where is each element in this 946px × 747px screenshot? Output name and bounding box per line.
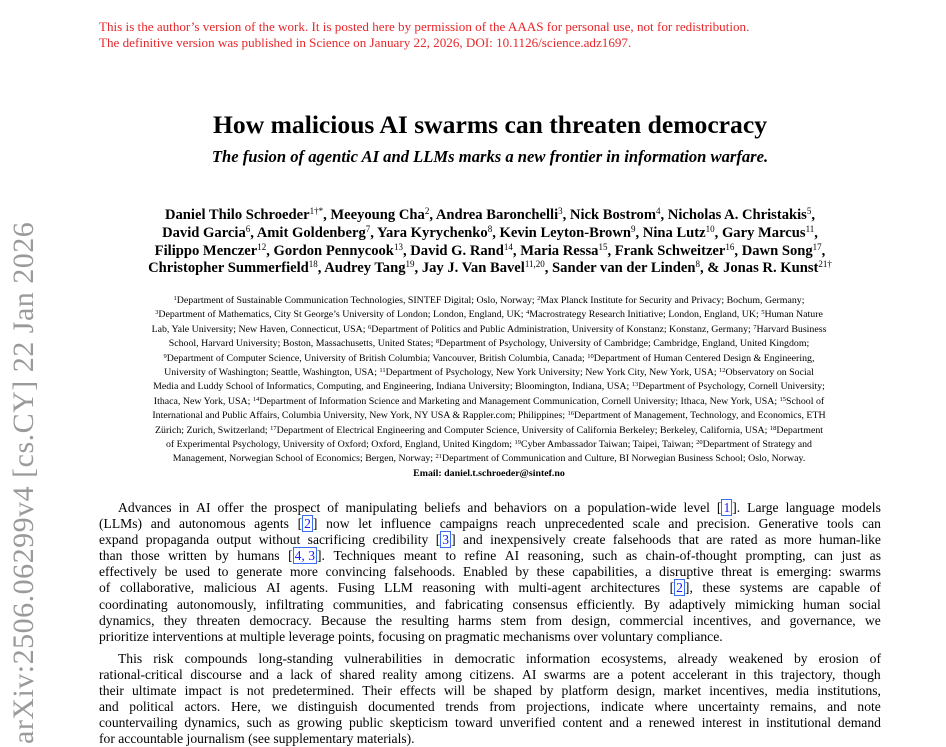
affiliation-marker: 6 <box>367 323 372 331</box>
affiliation-marker: 11 <box>805 223 815 234</box>
author-line: Christopher Summerfield$^{18}$, Audrey Tang$^{19}$, Jay J. Van Bavel$^{11,20}$, Sander van der Linden$^8$, & Jonas R. Kunst$^{21\dagger}$ <box>148 259 832 277</box>
affiliation-marker: 8 <box>487 223 493 234</box>
affiliation-line: $^1$Department of Sustainable Communication Technologies, SINTEF Digital; Oslo, Norway; $^2$Max Planck Institute for Security and Privacy; Bochum, Germany; <box>173 295 805 306</box>
text-line: dynamics, they threaten democracy. Because the resulting harms stem from design, commercial incentives, and governance, we <box>99 612 881 628</box>
affiliation-marker: 13 <box>393 241 403 252</box>
affiliation-marker: 3 <box>155 309 159 317</box>
citation-link[interactable]: 4, 3 <box>294 548 316 564</box>
affiliation-marker: 19 <box>514 439 521 447</box>
affiliation-marker: 12 <box>719 367 726 375</box>
text-line: expand propaganda output without sacrificing credibility [ 3 ] and inexpensively create falsehoods that are rated as more human-like <box>99 532 881 548</box>
affiliation-marker: 2 <box>424 206 430 216</box>
affiliation-marker: 8 <box>695 259 700 270</box>
text-line: and political actors. Here, we distinguish documented trends from projections, indicate where uncertainty remains, and note <box>99 699 881 715</box>
arxiv-stamp: arXiv:2506.06299v4 [cs.CY] 22 Jan 2026 <box>7 221 40 744</box>
affiliation-marker: 8 <box>435 338 440 346</box>
text-line: Advances in AI offer the prospect of manipulating beliefs and behaviors on a population-wide level [ 1 ]. Large language models <box>118 500 881 515</box>
citation-link[interactable]: 1 <box>723 500 731 515</box>
citation-link[interactable]: 2 <box>676 580 683 596</box>
affiliation-marker: 21 <box>435 453 442 461</box>
affiliation-marker: 12 <box>257 241 267 252</box>
author-list <box>0 207 946 278</box>
citation-link[interactable]: 3 <box>442 532 450 548</box>
paper-title: How malicious AI swarms can threaten democracy <box>213 110 767 139</box>
affiliation-marker: 17 <box>270 424 277 432</box>
affiliation-line: International and Public Affairs, Columbia University, New York, NY USA & Rappler.com; Philippines; $^{16}$Department of Management, Technology, and Economics, ETH <box>152 410 826 422</box>
affiliation-marker: 7 <box>753 323 757 331</box>
affiliation-marker: 16 <box>725 241 735 252</box>
affiliation-marker: 18 <box>769 424 777 432</box>
text-line: their ultimate impact is not predetermined. Their effects will be shaped by platform design, market incentives, media institutions, <box>99 683 881 699</box>
affiliation-line: $^3$Department of Mathematics, City St George’s University of London; London, England, UK; $^4$Macrostrategy Research Initiative; London, England, UK; $^5$Human Nature <box>155 309 823 321</box>
affiliation-marker: 11,20 <box>524 259 545 270</box>
affiliation-marker: 13 <box>631 381 639 389</box>
copyright-notice <box>99 19 899 51</box>
paper-subtitle: The fusion of agentic AI and LLMs marks a new frontier in information warfare. <box>211 147 769 166</box>
affiliation-marker: 14 <box>252 395 260 403</box>
body-text <box>99 500 881 747</box>
text-line: This risk compounds long-standing vulnerabilities in democratic information ecosystems, already weakened by erosion of <box>118 650 881 666</box>
affiliation-marker: 10 <box>705 223 715 234</box>
affiliation-marker: 14 <box>503 241 513 252</box>
affiliation-marker: 11 <box>379 367 386 375</box>
citation-link[interactable]: 2 <box>304 516 311 532</box>
text-line: prioritize interventions at multiple leverage points, focusing on pragmatic mechanisms over voluntary compliance. <box>99 628 723 644</box>
affiliation-marker: 9 <box>163 352 167 360</box>
affiliation-marker: 4 <box>656 206 661 216</box>
text-line: effectively be used to generate more convincing falsehoods. Enabled by these capabilities, a disruptive threat is emerging: swarms <box>99 564 881 580</box>
paragraph <box>99 500 881 645</box>
affiliation-line: University of Washington; Seattle, Washington, USA; $^{11}$Department of Psychology, New York University; New York City, New York, USA; $^{12}$Observatory on Social <box>164 367 814 379</box>
author-line: Daniel Thilo Schroeder$^{1\dagger*}$, Meeyoung Cha$^2$, Andrea Baronchelli$^3$, Nick Bostrom$^4$, Nicholas A. Christakis$^5$, <box>164 206 816 223</box>
affiliation-line: Lab, Yale University; New Haven, Connecticut, USA; $^6$Department of Politics and Public Administration, University of Konstanz; Konstanz, Germany; $^7$Harvard Business <box>151 323 827 335</box>
affiliation-marker: 4 <box>525 309 530 317</box>
notice-line: The definitive version was published in Science on January 22, 2026, DOI: 10.1126/science.adz1697. <box>99 35 632 50</box>
affiliation-marker: 5 <box>761 309 765 317</box>
affiliation-marker: 5 <box>806 206 812 216</box>
affiliation-marker: 2 <box>537 295 541 302</box>
affiliation-marker: 1†* <box>309 206 324 216</box>
text-line: for accountable journalism (see supplementary materials). <box>99 731 415 747</box>
affiliation-line: School, Harvard University; Boston, Massachusetts, United States; $^8$Department of Psychology, University of Cambridge; Cambridge, England, United Kingdom; <box>168 338 810 350</box>
text-line: than those written by humans [ 4, 3 ]. Techniques meant to refine AI reasoning, such as chain-of-thought prompting, can just as <box>99 548 881 564</box>
affiliation-line: Media and Luddy School of Informatics, Computing, and Engineering, Indiana University; Bloomington, Indiana, USA; $^{13}$Department of Psychology, Cornell University; <box>153 381 825 393</box>
affiliation-marker: 19 <box>405 259 415 270</box>
text-line: rational-critical discourse and a lack of shared reality among citizens. AI swarms are a potent accelerant in this trajectory, though <box>99 666 881 682</box>
author-line: Filippo Menczer$^{12}$, Gordon Pennycook$^{13}$, David G. Rand$^{14}$, Maria Ressa$^{15}$, Frank Schweitzer$^{16}$, Dawn Song$^{17}$, <box>154 241 826 259</box>
text-line: (LLMs) and autonomous agents [ 2 ] now let influence campaigns reach unprecedented scale and precision. Generative tools can <box>99 516 881 532</box>
affiliation-marker: 6 <box>245 223 251 234</box>
affiliation-marker: 15 <box>779 395 787 403</box>
paragraph <box>99 651 881 747</box>
affiliation-marker: 10 <box>587 352 594 360</box>
affiliation-line: Zürich; Zurich, Switzerland; $^{17}$Department of Electrical Engineering and Computer Science, University of California Berkeley; Berkeley, California, USA; $^{18}$Department <box>154 424 824 436</box>
affiliation-marker: 17 <box>812 241 822 252</box>
affiliations <box>95 294 883 481</box>
affiliation-marker: 1 <box>173 295 177 302</box>
affiliation-marker: 9 <box>631 223 636 234</box>
affiliation-marker: 7 <box>365 223 371 234</box>
affiliation-marker: 3 <box>558 206 563 216</box>
affiliation-line: $^9$Department of Computer Science, University of British Columbia; Vancouver, British Columbia, Canada; $^{10}$Department of Human Centered Design & Engineering, <box>163 352 815 364</box>
affiliation-line: Management, Norwegian School of Economics; Bergen, Norway; $^{21}$Department of Communication and Culture, BI Norwegian Business School; Oslo, Norway. <box>172 453 806 465</box>
author-line: David Garcia$^6$, Amit Goldenberg$^7$, Yara Kyrychenko$^8$, Kevin Leyton-Brown$^9$, Nina Lutz$^{10}$, Gary Marcus$^{11}$, <box>162 223 818 241</box>
text-line: countervailing dynamics, such as growing public skepticism toward unverified content and a renewed interest in institutional demand <box>99 715 881 731</box>
text-line: of collaborative, malicious AI agents. Fusing LLM reasoning with multi-agent architectures [ 2 ], these systems are capable of <box>99 580 881 596</box>
affiliation-line: Ithaca, New York, USA; $^{14}$Department of Information Science and Marketing and Management Communication, Cornell University; Ithaca, New York, USA; $^{15}$School of <box>153 395 825 407</box>
notice-line: This is the author’s version of the work. It is posted here by permission of the AAAS for personal use, not for redistribution. <box>99 19 750 34</box>
affiliation-marker: 16 <box>567 410 575 418</box>
corresponding-email: Email: daniel.t.schroeder@sintef.no <box>413 467 565 479</box>
affiliation-line: of Experimental Psychology, University of Oxford; Oxford, England, United Kingdom; $^{19}$Cyber Ambassador Taiwan; Taipei, Taiwan; $^{20}$Department of Strategy and <box>165 439 812 451</box>
text-line: coordinating autonomously, infiltrating communities, and fabricating consensus efficiently. By adaptively mimicking human social <box>99 596 881 612</box>
affiliation-marker: 15 <box>598 241 608 252</box>
affiliation-marker: 18 <box>308 259 318 270</box>
affiliation-marker: 21† <box>818 259 832 270</box>
affiliation-marker: 20 <box>696 439 703 447</box>
